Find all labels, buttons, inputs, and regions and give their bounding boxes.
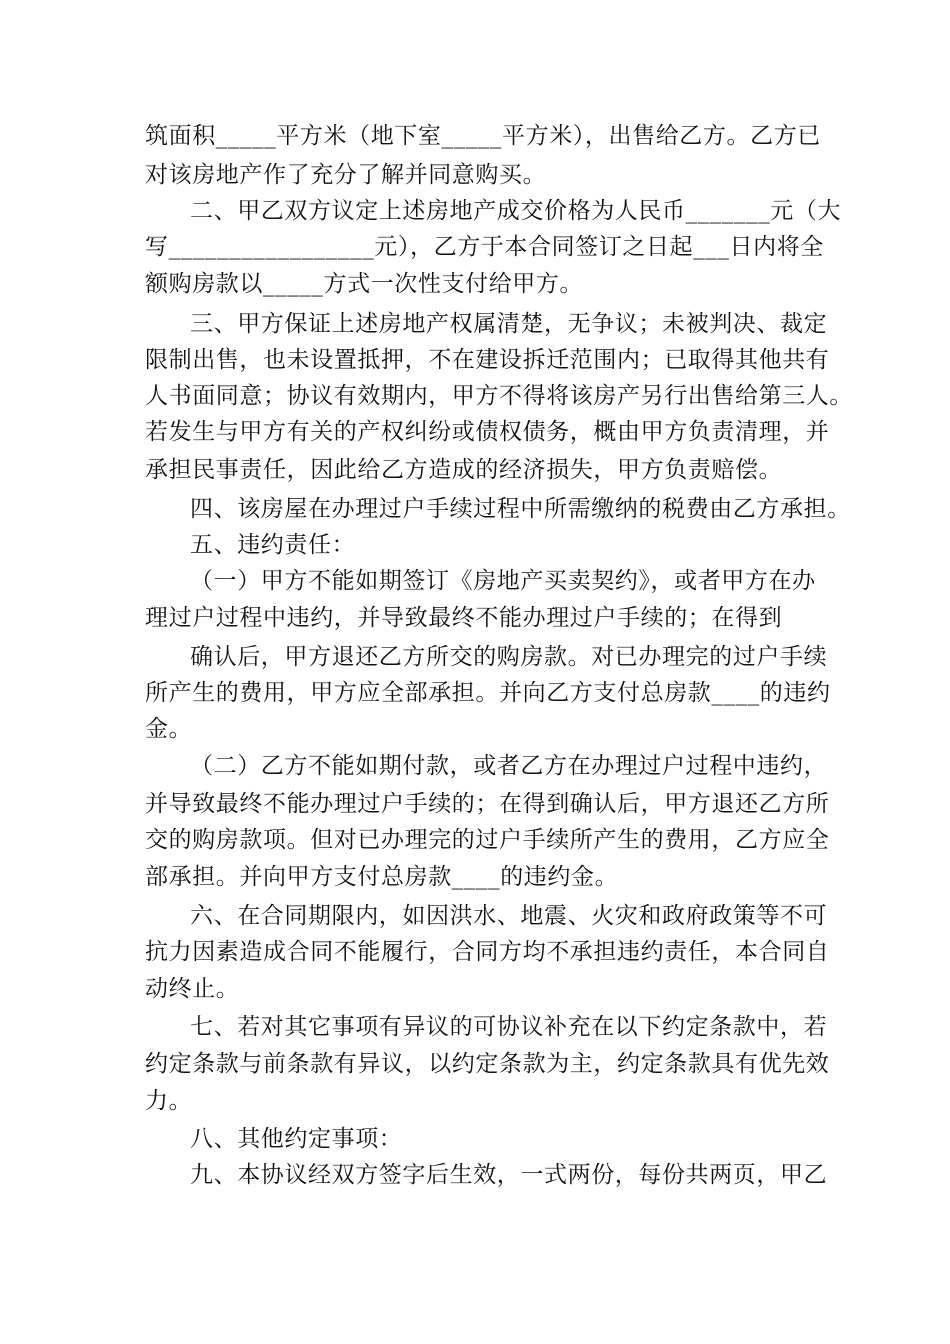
text-line: 理过户过程中违约，并导致最终不能办理过户手续的；在得到 bbox=[145, 605, 783, 631]
text-line: 所产生的费用，甲方应全部承担。并向乙方支付总房款____的违约 bbox=[145, 680, 831, 706]
subclause-2-line: （二）乙方不能如期付款，或者乙方在办理过户过程中违约， bbox=[190, 753, 828, 779]
clause-6-line: 六、在合同期限内，如因洪水、地震、火灾和政府政策等不可 bbox=[190, 903, 828, 929]
clause-3-line: 三、甲方保证上述房地产权属清楚，无争议；未被判决、裁定 bbox=[190, 311, 828, 337]
clause-4-line: 四、该房屋在办理过户手续过程中所需缴纳的税费由乙方承担。 bbox=[190, 496, 851, 522]
clause-7-line: 七、若对其它事项有异议的可协议补充在以下约定条款中，若 bbox=[190, 1014, 828, 1040]
text-line: 抗力因素造成合同不能履行，合同方均不承担违约责任，本合同自 bbox=[145, 939, 830, 965]
clause-5-heading: 五、违约责任： bbox=[190, 532, 356, 558]
text-line: 交的购房款项。但对已办理完的过户手续所产生的费用，乙方应全 bbox=[145, 827, 830, 853]
subclause-1-line: （一）甲方不能如期签订《房地产买卖契约》，或者甲方在办 bbox=[190, 568, 816, 594]
text-line: 约定条款与前条款有异议，以约定条款为主，约定条款具有优先效 bbox=[145, 1051, 830, 1077]
clause-2-line: 二、甲乙双方议定上述房地产成交价格为人民币_______元（大 bbox=[190, 198, 842, 224]
text-line: 确认后，甲方退还乙方所交的购房款。对已办理完的过户手续 bbox=[190, 644, 828, 670]
clause-8-line: 八、其他约定事项： bbox=[190, 1126, 403, 1152]
text-line: 力。 bbox=[145, 1088, 193, 1114]
text-line: 若发生与甲方有关的产权纠纷或债权债务，概由甲方负责清理，并 bbox=[145, 419, 830, 445]
text-line: 并导致最终不能办理过户手续的；在得到确认后，甲方退还乙方所 bbox=[145, 791, 830, 817]
clause-9-line: 九、本协议经双方签字后生效，一式两份，每份共两页，甲乙 bbox=[190, 1162, 828, 1188]
text-line: 承担民事责任，因此给乙方造成的经济损失，甲方负责赔偿。 bbox=[145, 457, 783, 483]
text-line: 部承担。并向甲方支付总房款____的违约金。 bbox=[145, 864, 619, 890]
text-line: 对该房地产作了充分了解并同意购买。 bbox=[145, 162, 547, 188]
text-line: 写_________________元），乙方于本合同签订之日起___日内将全 bbox=[145, 234, 824, 260]
text-line: 额购房款以_____方式一次性支付给甲方。 bbox=[145, 271, 584, 297]
text-line: 人书面同意；协议有效期内，甲方不得将该房产另行出售给第三人。 bbox=[145, 383, 853, 409]
text-line: 筑面积_____平方米（地下室_____平方米），出售给乙方。乙方已 bbox=[145, 123, 821, 149]
text-line: 限制出售，也未设置抵押，不在建设拆迁范围内；已取得其他共有 bbox=[145, 347, 830, 373]
text-line: 动终止。 bbox=[145, 976, 240, 1002]
text-line: 金。 bbox=[145, 716, 193, 742]
